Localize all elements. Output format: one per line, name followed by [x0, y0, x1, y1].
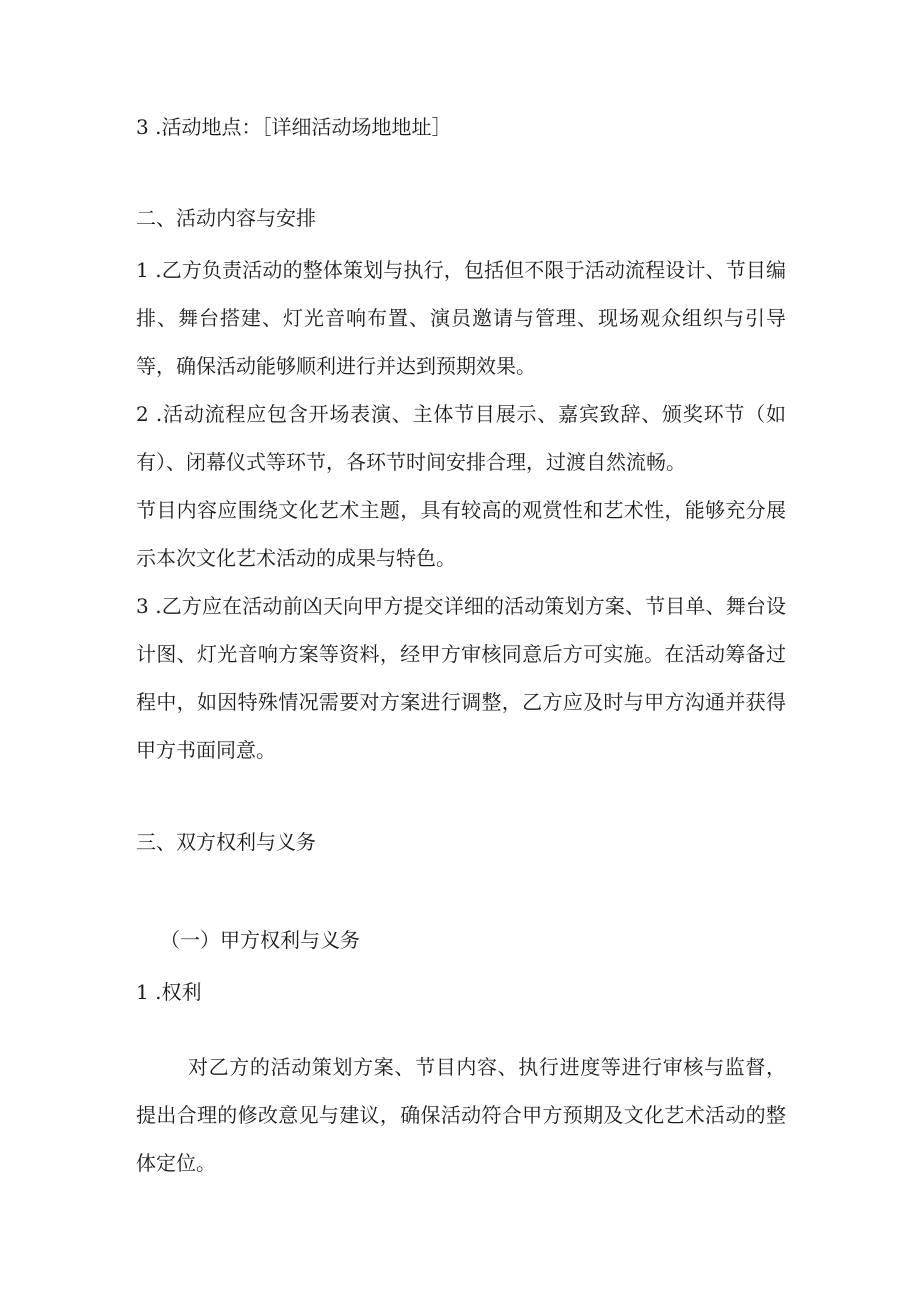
content-item-2-continuation: 节目内容应围绕文化艺术主题，具有较高的观赏性和艺术性，能够充分展示本次文化艺术活动的成果与特色。 [136, 498, 786, 570]
activity-location-item: 3 .活动地点：［详细活动场地地址］ [136, 115, 452, 139]
subsection-heading-party-a: （一）甲方权利与义务 [160, 928, 360, 952]
content-item-1: 1 .乙方负责活动的整体策划与执行，包括但不限于活动流程设计、节目编排、舞台搭建、灯光音响布置、演员邀请与管理、现场观众组织与引导等，确保活动能够顺利进行并达到预期效果。 [136, 258, 786, 378]
section-heading-activity-content: 二、活动内容与安排 [136, 206, 316, 230]
content-item-3: 3 .乙方应在活动前凶天向甲方提交详细的活动策划方案、节目单、舞台设计图、灯光音响方案等资料，经甲方审核同意后方可实施。在活动筹备过程中，如因特殊情况需要对方案进行调整，乙方应及时与甲方沟通并获得甲方书面同意。 [136, 594, 786, 762]
rights-paragraph: 对乙方的活动策划方案、节目内容、执行进度等进行审核与监督，提出合理的修改意见与建议，确保活动符合甲方预期及文化艺术活动的整体定位。 [136, 1055, 786, 1175]
section-heading-rights-obligations: 三、双方权利与义务 [136, 830, 316, 854]
content-item-2: 2 .活动流程应包含开场表演、主体节目展示、嘉宾致辞、颁奖环节（如有）、闭幕仪式等环节，各环节时间安排合理，过渡自然流畅。 [136, 402, 786, 474]
rights-heading: 1 .权利 [136, 980, 202, 1004]
